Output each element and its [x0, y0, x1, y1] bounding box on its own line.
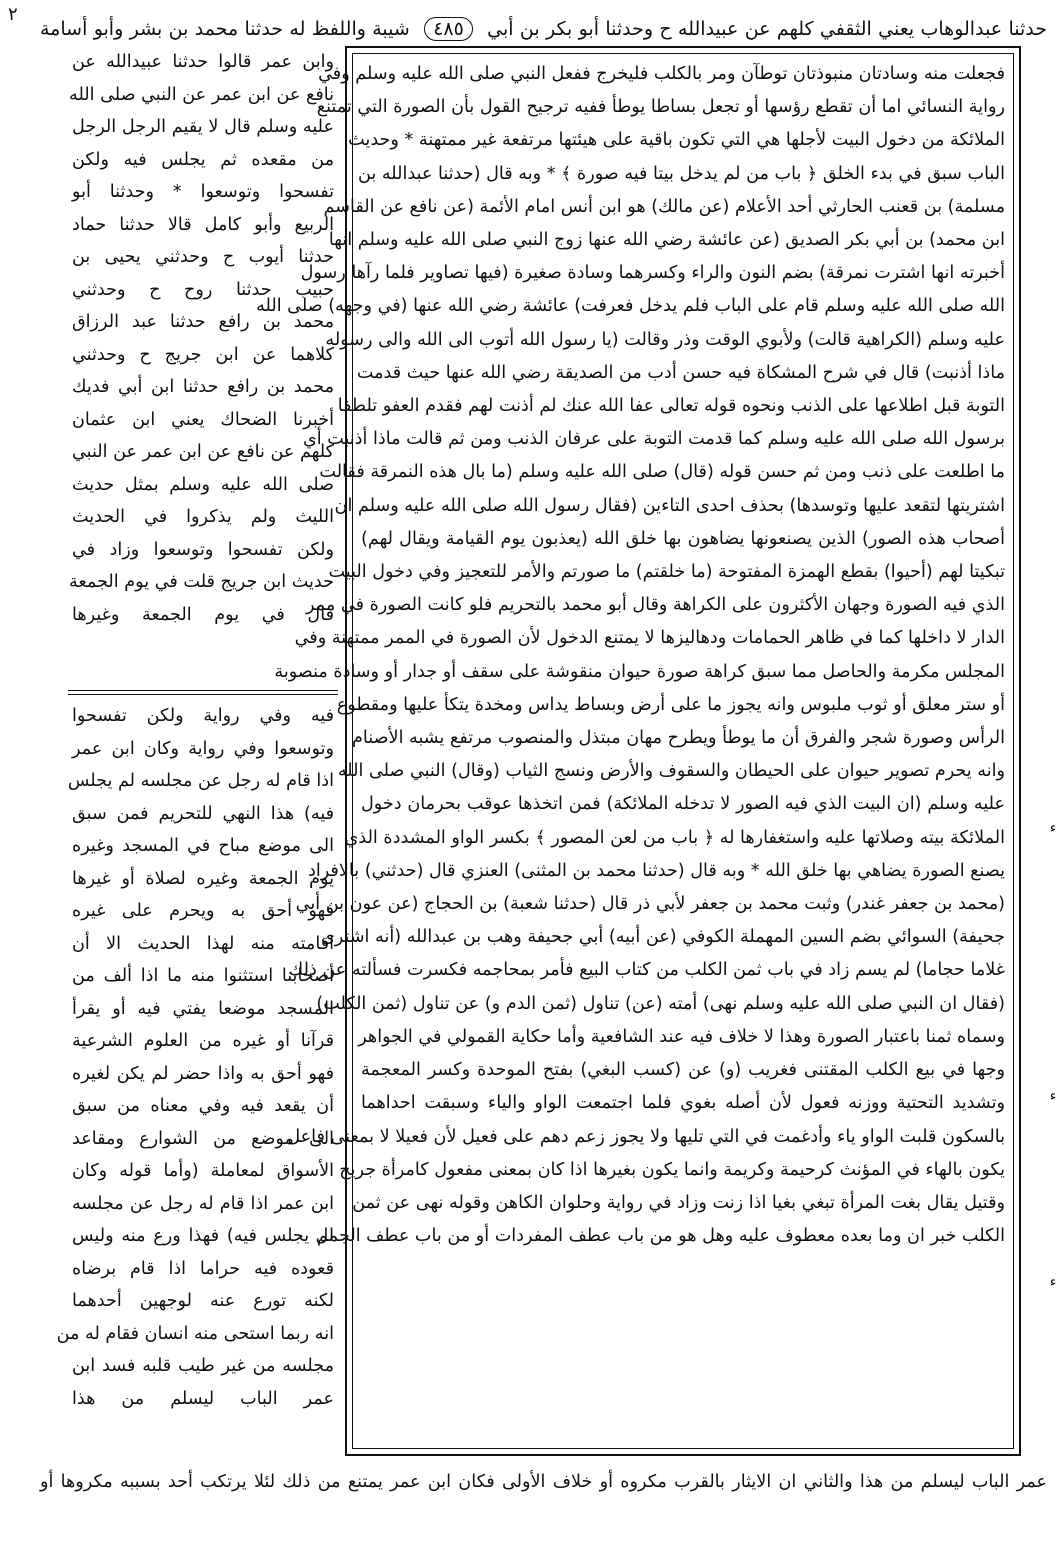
side-commentary-line: قعوده فيه حراما اذا قام برضاه: [72, 1258, 334, 1279]
side-commentary-line: فيه وفي رواية ولكن تفسحوا: [72, 706, 334, 726]
hadith-line: كلهم عن نافع عن ابن عمر عن النبي: [72, 442, 334, 462]
side-commentary-line: مجلسه من غير طيب قلبه فسد ابن: [72, 1356, 334, 1376]
side-commentary-line: الى موضع مباح في المسجد وغيره: [72, 836, 334, 856]
commentary-line: ما اطلعت على ذنب ومن ثم حسن قوله (قال) صلى الله عليه وسلم (ما بال هذه النمرقة فقالت: [319, 462, 1005, 483]
side-commentary-line: اذا قام له رجل عن مجلسه لم يجلس: [67, 771, 334, 791]
side-commentary-line: أن يقعد فيه وفي معناه من سبق: [72, 1096, 334, 1116]
commentary-line: ابن محمد) بن أبي بكر الصديق (عن عائشة رضي الله عنها زوج النبي صلى الله عليه وسلم انها: [328, 230, 1005, 251]
side-commentary-line: الى موضع من الشوارع ومقاعد: [72, 1128, 334, 1149]
hadith-text-column: [68, 46, 338, 688]
hadith-line: وابن عمر قالوا حدثنا عبيدالله عن: [72, 52, 334, 72]
nawawi-commentary-column: [56, 700, 338, 1458]
commentary-line: برسول الله صلى الله عليه وسلم كما قدمت التوبة على عرفان الذنب ومن ثم قالت ماذا أذنبت أي: [302, 429, 1005, 450]
margin-mark: ء: [1049, 820, 1057, 836]
commentary-line: مسلمة) بن قعنب الحارثي أحد الأعلام (عن مالك) هو ابن أنس امام الأئمة (عن نافع عن القاسم: [323, 196, 1005, 217]
hadith-line: من مقعده ثم يجلس فيه ولكن: [72, 149, 334, 170]
side-commentary-line: انه ربما استحى منه انسان فقام له من: [56, 1323, 334, 1344]
side-commentary-line: ابن عمر اذا قام له رجل عن مجلسه: [72, 1193, 334, 1214]
commentary-line: بالسكون قلبت الواو ياء وأدغمت في التي تليها ولا يجوز زعم دهم على فعيل لأن فعيلا لا بمعنى فاعل: [287, 1126, 1005, 1147]
header-right-text: حدثنا عبدالوهاب يعني الثقفي كلهم عن عبيدالله ح وحدثنا أبو بكر بن أبي: [487, 18, 1048, 40]
commentary-line: الدار لا داخلها كما في ظاهر الحمامات ودهاليزها لا يمتنع الدخول لأن الصورة في الممر ممتهنة وفي: [294, 628, 1005, 649]
hadith-line: صلى الله عليه وسلم بمثل حديث: [72, 474, 334, 495]
side-commentary-line: لكنه تورع عنه لوجهين أحدهما: [72, 1291, 334, 1311]
margin-mark: ء: [1049, 1088, 1057, 1104]
hadith-line: أخبرنا الضحاك يعني ابن عثمان: [72, 409, 334, 430]
hadith-line: نافع عن ابن عمر عن النبي صلى الله: [69, 84, 334, 105]
hadith-line: عليه وسلم قال لا يقيم الرجل الرجل: [72, 117, 334, 137]
commentary-line: الله صلى الله عليه وسلم قام على الباب فلم يدخل فعرفت) عائشة رضي الله عنها (في وجهه) صلى الله: [256, 296, 1005, 317]
commentary-line: (فقال ان النبي صلى الله عليه وسلم نهى) أمته (عن) تناول (ثمن الدم و) عن تناول (ثمن الكلب): [316, 993, 1005, 1014]
hadith-line: كلاهما عن ابن جريج ح وحدثني: [72, 344, 334, 365]
commentary-line: عليه وسلم (الكراهية قالت) ولأبوي الوقت وذر وقالت (يا رسول الله أتوب الى الله والى رسوله: [325, 329, 1005, 350]
commentary-line: اشتريتها لتقعد عليها وتوسدها) بحذف احدى التاءين (فقال رسول الله صلى الله عليه وسلم ان: [334, 495, 1005, 516]
side-commentary-line: أصحابنا استثنوا منه ما اذا ألف من: [72, 966, 334, 986]
commentary-line: التوبة قبل اطلاعها على الذنب ونحوه قوله تعالى عفا الله عنك لم أذنت لهم فقدم العفو تلطفا: [337, 396, 1005, 417]
commentary-line: الرأس وصورة شجر والفرق أن ما يوطأ ويطرح مهان مبتذل والمنصوب مرتفع يشبه الأصنام: [352, 728, 1005, 749]
commentary-text: [256, 53, 1014, 1449]
commentary-line: يصنع الصورة يضاهي بها خلق الله * وبه قال (حدثنا محمد بن المثنى) العنزي قال (حدثني) بالافراد: [308, 860, 1005, 881]
page-footer-text: [40, 1466, 1047, 1536]
commentary-line: الذي فيه الصورة وجهان الأكثرون على الكراهة وقال أبو محمد بالتحريم فلو كانت الصورة في ممر: [306, 595, 1005, 616]
column-divider: [68, 690, 338, 695]
side-commentary-line: فهو أحق به ويحرم على غيره: [72, 901, 334, 921]
hadith-line: ولكن تفسحوا وتوسعوا وزاد في: [72, 539, 334, 560]
hadith-line: حبيب حدثنا روح ح وحدثني: [72, 279, 334, 300]
commentary-line: الكلب خبر ان وما بعده معطوف عليه وهل هو من باب عطف المفردات أو من باب عطف الجمل: [315, 1226, 1005, 1247]
side-commentary-line: فيه) هذا النهي للتحريم فمن سبق: [72, 803, 334, 824]
side-commentary-line: يوم الجمعة وغيره لصلاة أو غيرها: [72, 868, 334, 889]
hadith-line: قال في يوم الجمعة وغيرها: [72, 604, 334, 625]
commentary-line: الملائكة بيته وصلاتها عليه واستغفارها له ﴿ باب من لعن المصور ﴾ بكسر الواو المشددة الذي: [344, 827, 1005, 848]
commentary-line: (محمد بن جعفر غندر) وثبت محمد بن جعفر لأبي ذر قال (حدثنا شعبة) بن الحجاج (عن عون بن أبي: [295, 894, 1005, 915]
commentary-frame: [256, 46, 1021, 1456]
commentary-line: غلاما حجاما) لم يسم زاد في باب ثمن الكلب من كتاب البيع فأمر بمحاجمه فكسرت فسألته عن ذلك: [288, 960, 1005, 981]
commentary-line: وتشديد التحتية ووزنه فعول لأن أصله بغوي فلما اجتمعت الواو والياء وسبقت احداهما: [361, 1093, 1005, 1114]
hadith-line: الربيع وأبو كامل قالا حدثنا حماد: [72, 214, 334, 235]
commentary-line: الملائكة من دخول البيت لأجلها هي التي تكون باقية على هيئتها مرتفعة غير ممتهنة * وحديث: [348, 130, 1005, 151]
hadith-line: حديث ابن جريج قلت في يوم الجمعة: [68, 572, 334, 592]
hadith-line: محمد بن رافع حدثنا عبد الرزاق: [72, 312, 334, 332]
commentary-line: وجها في بيع الكلب المقتنى فغريب (و) عن (كسب البغي) بفتح الموحدة وكسر المعجمة: [361, 1060, 1005, 1081]
hadith-line: محمد بن رافع حدثنا ابن أبي فديك: [72, 377, 334, 397]
side-commentary-line: وتوسعوا وفي رواية وكان ابن عمر: [72, 738, 334, 759]
commentary-line: الباب سبق في بدء الخلق ﴿ باب من لم يدخل بيتا فيه صورة ﴾ * وبه قال (حدثنا عبدالله بن: [357, 163, 1005, 184]
commentary-line: وسماه ثمنا باعتبار الصورة وهذا لا خلاف فيه عند الشافعية وأما حكاية القمولي في الجواهر: [358, 1026, 1005, 1047]
page-header: [40, 16, 1047, 42]
hadith-line: تفسحوا وتوسعوا * وحدثنا أبو: [72, 182, 334, 202]
header-left-text: شيبة واللفظ له حدثنا محمد بن بشر وأبو أسامة: [40, 18, 410, 40]
commentary-line: أو ستر معلق أو ثوب ملبوس وانه يجوز ما على أرض وبساط يداس ومخدة يتكأ عليها ومقطوع: [336, 694, 1005, 715]
side-commentary-line: فهو أحق به واذا حضر لم يكن لغيره: [72, 1063, 334, 1084]
hadith-line: الليث ولم يذكروا في الحديث: [72, 507, 334, 527]
commentary-line: جحيفة) السوائي بضم السين المهملة الكوفي (عن أبيه) أبي جحيفة وهب بن عبدالله (أنه اشترى: [321, 927, 1005, 948]
side-commentary-line: المسجد موضعا يفتي فيه أو يقرأ: [72, 998, 334, 1019]
commentary-line: أصحاب هذه الصور) الذين يصنعونها يضاهون بها خلق الله (يعذبون يوم القيامة ويقال لهم): [361, 528, 1005, 549]
commentary-line: تبكيتا لهم (أحيوا) بقطع الهمزة المفتوحة (ما خلقتم) ما صورتم والأمر للتعجيز وفي دخول البيت: [328, 562, 1005, 583]
page-number: ٤٨٥: [424, 17, 473, 41]
commentary-line: ماذا أذنبت) قال في شرح المشكاة فيه حسن أدب من الصديقة رضي الله عنها حيث قدمت: [356, 362, 1005, 383]
footer-line: عمر الباب ليسلم من هذا والثاني ان الايثار بالقرب مكروه أو خلاف الأولى فكان ابن عمر يمتنع من ذلك لئلا يرتكب أحد بسببه مكروها أو: [40, 1472, 1047, 1492]
commentary-line: وقتيل يقال بغت المرأة تبغي بغيا اذا زنت وزاد في رواية وحلوان الكاهن وقوله نهى عن ثمن: [352, 1192, 1005, 1213]
side-commentary-line: اقامته منه لهذا الحديث الا أن: [72, 933, 334, 954]
commentary-line: فجعلت منه وسادتان منبوذتان توطآن ومر بالكلب فليخرج ففعل النبي صلى الله عليه وسلم وفي: [318, 64, 1005, 84]
commentary-line: أخبرته انها اشترت نمرقة) بضم النون والراء وكسرهما وسادة صغيرة (فيها تصاوير فلما رآها رسول: [300, 263, 1005, 284]
side-commentary-line: لم يجلس فيه) فهذا ورع منه وليس: [72, 1226, 334, 1246]
corner-mark: ٢: [8, 4, 18, 25]
hadith-line: حدثنا أيوب ح وحدثني يحيى بن: [72, 247, 334, 267]
commentary-line: وانه يحرم تصوير حيوان على الحيطان والسقوف والأرض ونسج الثياب (وقال) النبي صلى الله: [337, 761, 1005, 782]
commentary-line: يكون بالهاء في المؤنث كرحيمة وكريمة وانما يكون بغيرها اذا كان بمعنى مفعول كامرأة جريح: [339, 1159, 1005, 1180]
commentary-line: عليه وسلم (ان البيت الذي فيه الصور لا تدخله الملائكة) فمن اتخذها عوقب بحرمان دخول: [361, 794, 1005, 815]
commentary-line: المجلس مكرمة والحاصل مما سبق كراهة صورة حيوان منقوشة على سقف أو جدار أو وسادة منصوبة: [274, 661, 1005, 682]
side-commentary-line: الأسواق لمعاملة (وأما قوله وكان: [72, 1161, 334, 1181]
side-commentary-line: قرآنا أو غيره من العلوم الشرعية: [72, 1031, 334, 1051]
margin-mark: ء: [1049, 1274, 1057, 1290]
commentary-line: رواية النسائي اما أن تقطع رؤسها أو تجعل بساطا يوطأ ففيه ترجيح القول بأن الصورة التي تمتنع: [316, 97, 1005, 118]
side-commentary-line: عمر الباب ليسلم من هذا: [72, 1388, 334, 1409]
